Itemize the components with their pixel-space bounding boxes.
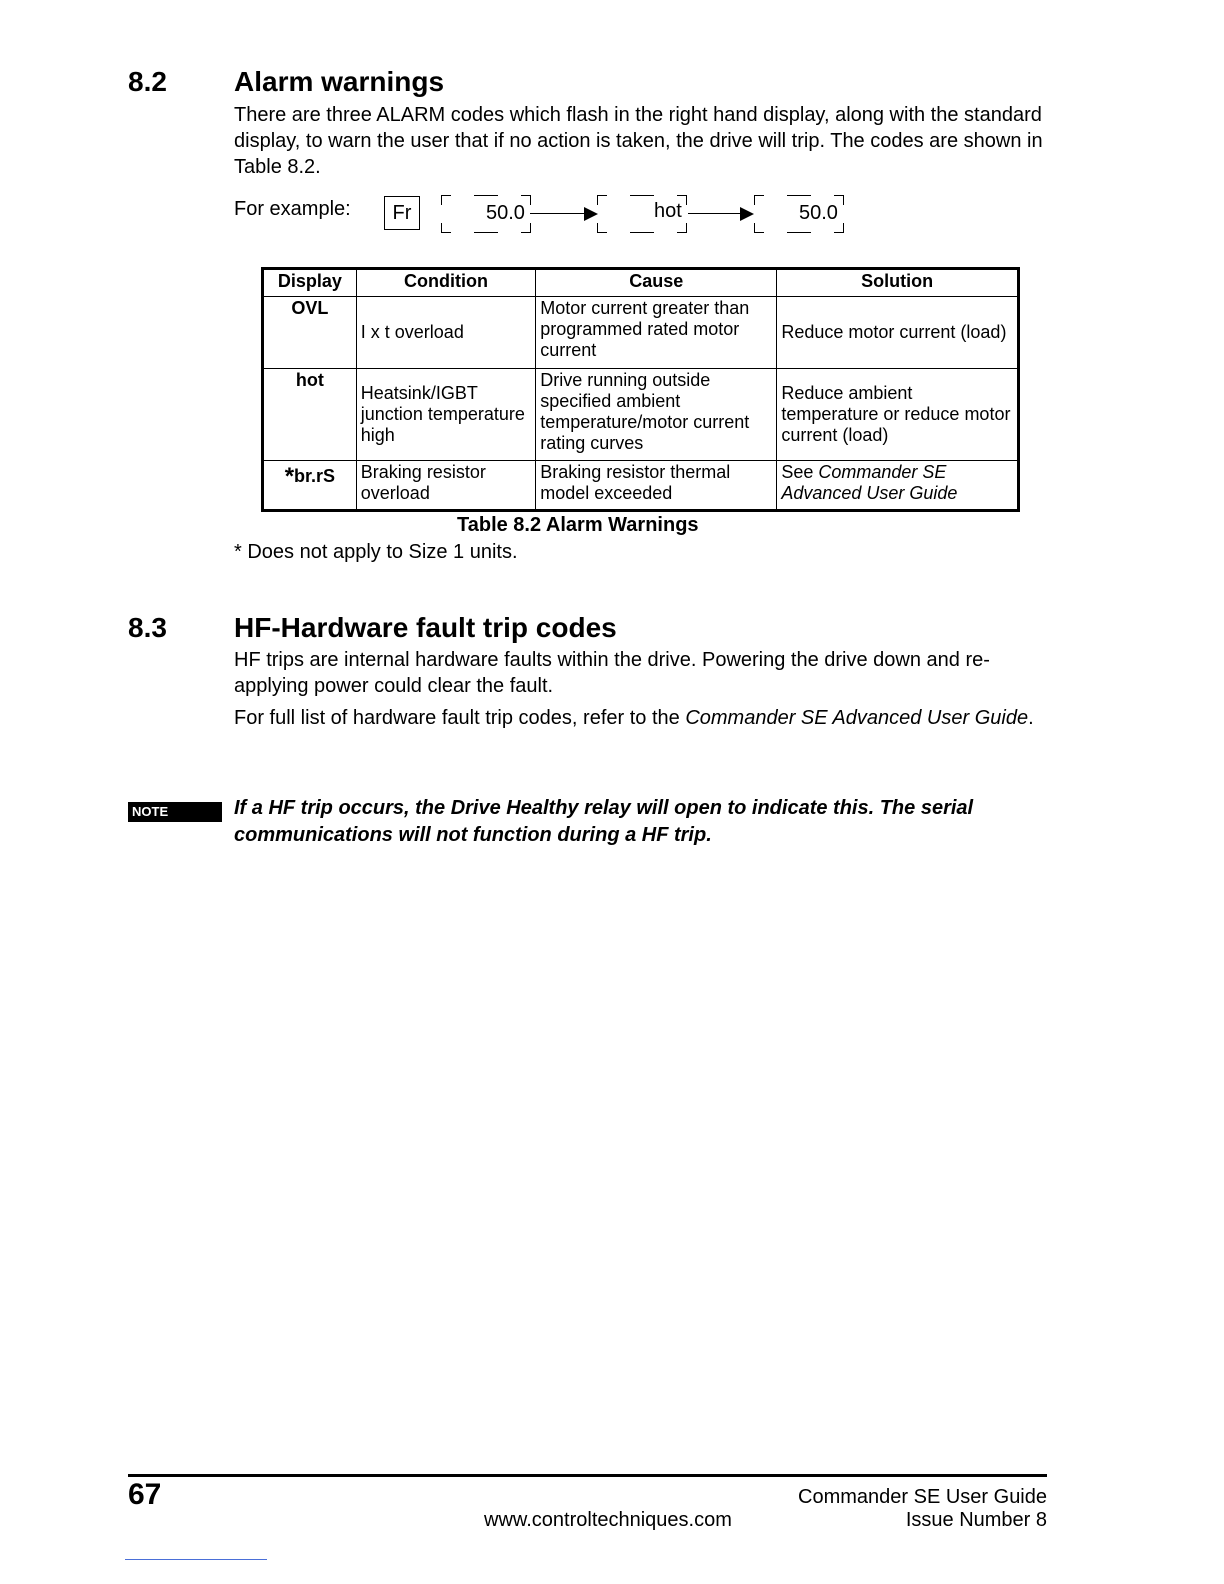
page-number: 67 [128,1478,162,1511]
display-3-value: 50.0 [799,202,838,224]
advanced-guide-reference: Commander SE Advanced User Guide [781,462,958,503]
row-brrs-solution: See Commander SE Advanced User Guide [777,461,1019,511]
header-display: Display [263,269,357,297]
row-ovl-cause: Motor current greater than programmed rated motor current [536,297,777,369]
row-brrs-display: *br.rS [263,461,357,511]
table-row [263,369,1019,461]
alarm-warnings-table [261,267,1020,512]
table-header-row [263,269,1019,297]
row-brrs-condition: Braking resistor overload [356,461,535,511]
website: www.controltechniques.com [484,1509,732,1531]
row-hot-solution: Reduce ambient temperature or reduce motor current (load) [777,369,1019,461]
note-badge: NOTE [128,802,222,822]
issue-number: Issue Number 8 [905,1509,1047,1531]
footer-rule [128,1474,1047,1477]
display-window-1 [438,193,534,235]
section-8-3-para-1: HF trips are internal hardware faults within the drive. Powering the drive down and re-applying power could clear the fault. [234,649,990,697]
row-ovl-condition: I x t overload [356,297,535,369]
header-condition: Condition [356,269,535,297]
section-8-2-intro: There are three ALARM codes which flash in the right hand display, along with the standard display, to warn the user that if no action is taken, the drive will trip. The codes are shown in Table 8.2. [234,104,1043,178]
bottom-link-rule [125,1559,267,1560]
row-hot-condition: Heatsink/IGBT junction temperature high [356,369,535,461]
section-8-3-number: 8.3 [128,612,167,643]
display-window-3 [751,193,847,235]
row-ovl-solution: Reduce motor current (load) [777,297,1019,369]
display-1-value: 50.0 [486,202,525,224]
header-solution: Solution [777,269,1019,297]
table-row [263,297,1019,369]
row-hot-display: hot [263,369,357,461]
section-8-3-para-2: For full list of hardware fault trip codes, refer to the Commander SE Advanced User Guide. [234,707,1034,729]
section-8-2-number: 8.2 [128,66,167,97]
section-8-2-title: Alarm warnings [234,66,445,97]
arrow-1-line [530,213,584,214]
example-label: For example: [234,198,351,220]
note-text: If a HF trip occurs, the Drive Healthy relay will open to indicate this. The serial communications will not function during a HF trip. [234,797,974,846]
display-window-2 [594,193,690,235]
table-footnote: * Does not apply to Size 1 units. [234,541,518,563]
table-row [263,461,1019,511]
row-hot-cause: Drive running outside specified ambient temperature/motor current rating curves [536,369,777,461]
section-8-3-title: HF-Hardware fault trip codes [234,612,617,643]
display-2-value: hot [654,200,682,222]
parameter-fr-box: Fr [384,196,420,230]
guide-title: Commander SE User Guide [798,1486,1047,1508]
footnote-asterisk: * [284,463,295,490]
row-ovl-display: OVL [263,297,357,369]
row-brrs-cause: Braking resistor thermal model exceeded [536,461,777,511]
arrow-2-line [688,213,740,214]
header-cause: Cause [536,269,777,297]
table-caption: Table 8.2 Alarm Warnings [457,514,699,536]
